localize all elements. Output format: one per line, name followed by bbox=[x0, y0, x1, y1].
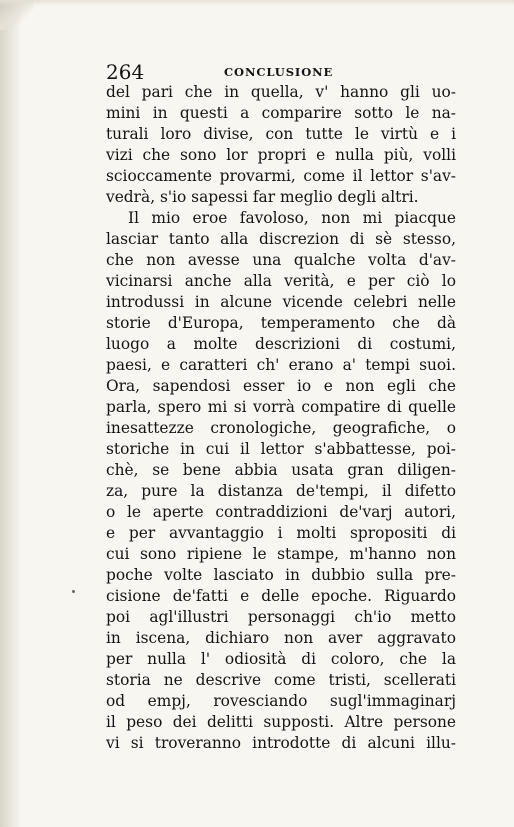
text-line: Ora, sapendosi esser io e non egli che bbox=[106, 377, 456, 395]
text-line: introdussi in alcune vicende celebri nelle bbox=[106, 293, 456, 311]
paper-speck bbox=[72, 590, 75, 593]
text-line: Il mio eroe favoloso, non mi piacque bbox=[128, 209, 456, 227]
text-line: cui sono ripiene le stampe, m'hanno non bbox=[106, 545, 456, 563]
text-line: poche volte lasciato in dubbio sulla pre- bbox=[106, 566, 456, 584]
text-line: chè, se bene abbia usata gran diligen- bbox=[106, 461, 456, 479]
text-line: scioccamente provarmi, come il lettor s'av- bbox=[106, 167, 456, 185]
text-line: luogo a molte descrizioni di costumi, bbox=[106, 335, 456, 353]
binding-gutter-shadow bbox=[0, 0, 22, 827]
page-header bbox=[106, 60, 456, 84]
text-line: storiche in cui il lettor s'abbattesse, poi- bbox=[106, 440, 456, 458]
text-line: turali loro divise, con tutte le virtù e i bbox=[106, 125, 456, 143]
page-number: 264 bbox=[106, 60, 145, 84]
text-line: che non avesse una qualche volta d'av- bbox=[106, 251, 456, 269]
text-line: paesi, e caratteri ch' erano a' tempi suoi. bbox=[106, 356, 456, 374]
text-line: lasciar tanto alla discrezion di sè stesso, bbox=[106, 230, 456, 248]
text-line: storie d'Europa, temperamento che dà bbox=[106, 314, 456, 332]
text-line: za, pure la distanza de'tempi, il difetto bbox=[106, 482, 456, 500]
text-line: vizi che sono lor propri e nulla più, volli bbox=[106, 146, 456, 164]
paragraph-1 bbox=[106, 82, 456, 208]
text-line: vedrà, s'io sapessi far meglio degli altri. bbox=[106, 188, 419, 206]
text-line: cisione de'fatti e delle epoche. Riguardo bbox=[106, 587, 456, 605]
text-line: od empj, rovesciando sugl'immaginarj bbox=[106, 692, 456, 710]
page-top-edge bbox=[0, 0, 514, 6]
text-line: mini in questi a comparire sotto le na- bbox=[106, 104, 456, 122]
text-line: in iscena, dichiaro non aver aggravato bbox=[106, 629, 456, 647]
running-head: CONCLUSIONE bbox=[224, 65, 334, 79]
text-line: parla, spero mi si vorrà compatire di quelle bbox=[106, 398, 456, 416]
text-line: storia ne descrive come tristi, scellerati bbox=[106, 671, 456, 689]
text-line: vi si troveranno introdotte di alcuni illu- bbox=[106, 734, 456, 752]
text-line: inesattezze cronologiche, geografiche, o bbox=[106, 419, 456, 437]
text-line: poi agl'illustri personaggi ch'io metto bbox=[106, 608, 456, 626]
text-line: per nulla l' odiosità di coloro, che la bbox=[106, 650, 456, 668]
text-line: vicinarsi anche alla verità, e per ciò lo bbox=[106, 272, 456, 290]
text-line: del pari che in quella, v' hanno gli uo- bbox=[106, 83, 456, 101]
paragraph-2 bbox=[106, 208, 456, 754]
body-text bbox=[106, 82, 456, 754]
text-line: o le aperte contraddizioni de'varj autori, bbox=[106, 503, 456, 521]
text-line: il peso dei delitti supposti. Altre persone bbox=[106, 713, 456, 731]
text-line: e per avvantaggio i molti spropositi di bbox=[106, 524, 456, 542]
